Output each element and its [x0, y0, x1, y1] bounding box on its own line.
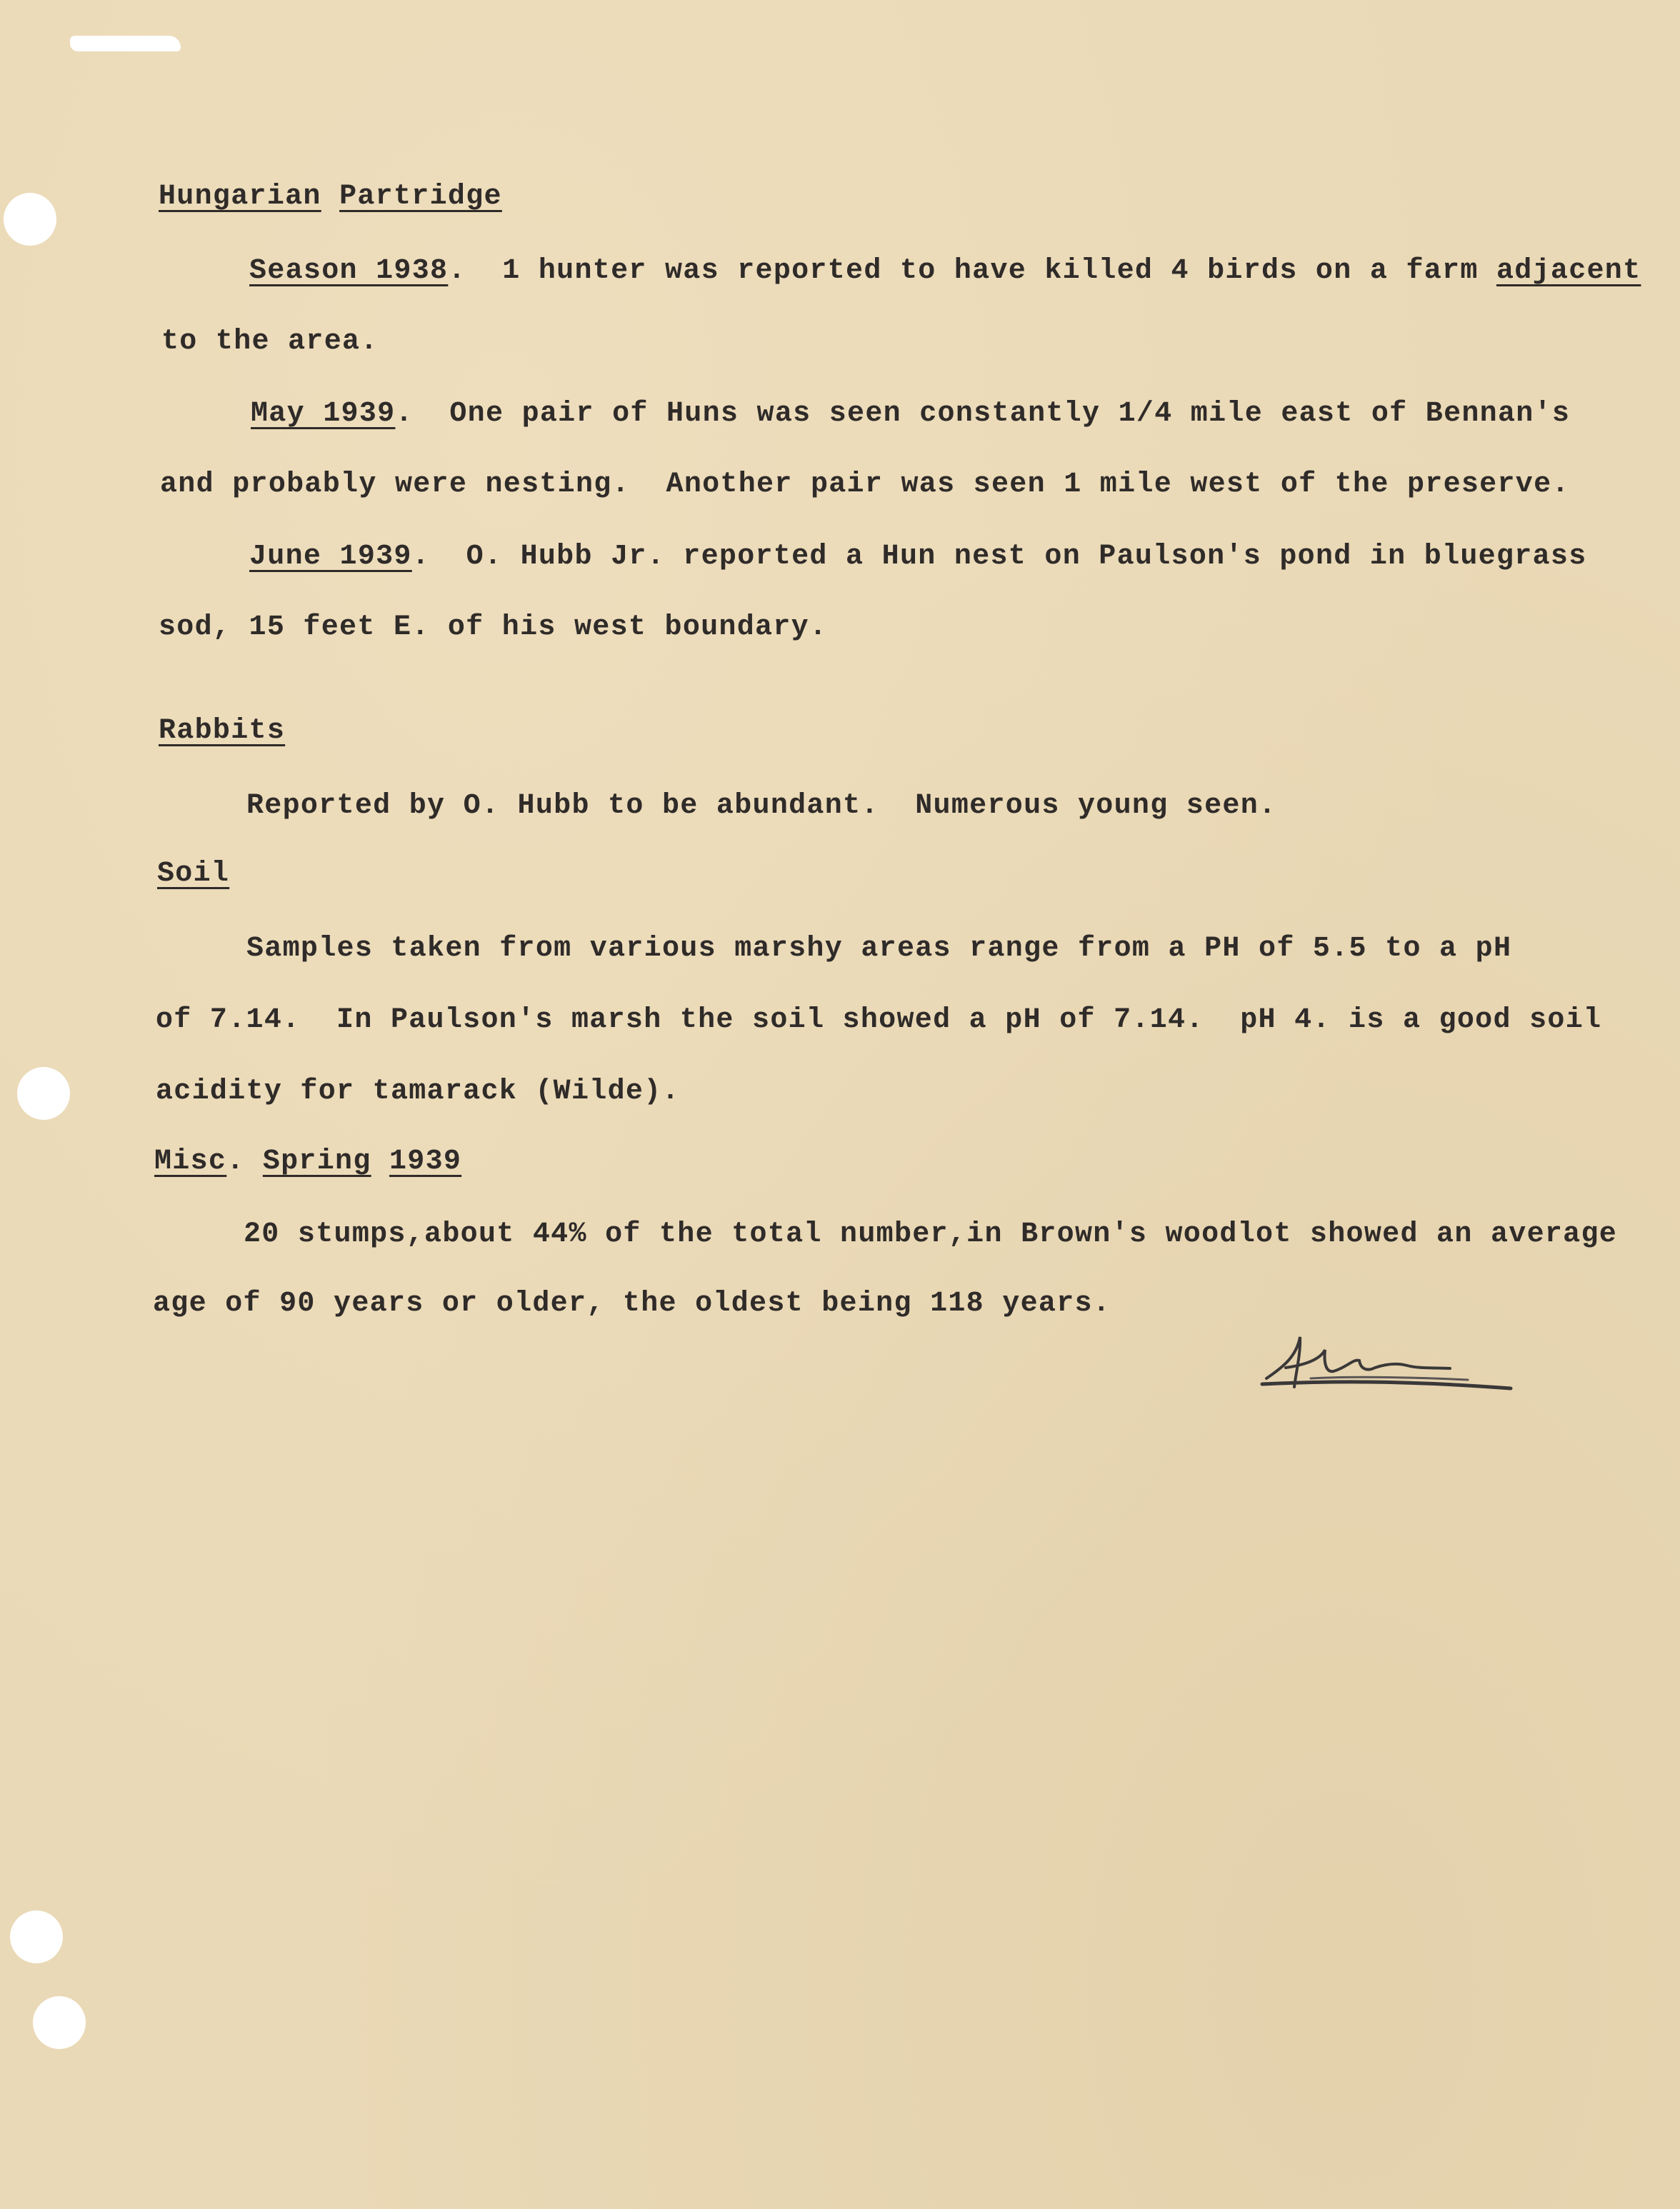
paragraph-may-1939: May 1939. One pair of Huns was seen constantly 1/4 mile east of Bennan's	[251, 398, 1571, 430]
label-season-1938: Season 1938	[249, 255, 449, 287]
heading-rabbits: Rabbits	[159, 715, 286, 747]
signature	[1254, 1328, 1518, 1407]
paragraph-misc-line1: 20 stumps,about 44% of the total number,in Brown's woodlot showed an average	[244, 1218, 1618, 1251]
punch-hole-top	[4, 193, 56, 246]
paragraph-misc-line2: age of 90 years or older, the oldest being 118 years.	[153, 1288, 1111, 1320]
paragraph-soil-line2: of 7.14. In Paulson's marsh the soil showed a pH of 7.14. pH 4. is a good soil	[156, 1004, 1602, 1036]
punch-hole-lower	[10, 1910, 63, 1963]
heading-hungarian-partridge: Hungarian Partridge	[159, 181, 502, 213]
heading-misc-spring-1939: Misc. Spring 1939	[154, 1146, 462, 1178]
tape-residue	[70, 36, 181, 51]
paragraph-may-1939-cont: and probably were nesting. Another pair was seen 1 mile west of the preserve.	[160, 469, 1570, 501]
paragraph-soil-line3: acidity for tamarack (Wilde).	[156, 1076, 680, 1108]
paragraph-soil-line1: Samples taken from various marshy areas range from a PH of 5.5 to a pH	[246, 933, 1512, 965]
label-may-1939: May 1939	[251, 398, 396, 430]
punch-hole-middle	[17, 1067, 70, 1120]
punch-hole-bottom	[33, 1996, 86, 2049]
paragraph-season-1938: Season 1938. 1 hunter was reported to have killed 4 birds on a farm adjacent	[249, 255, 1641, 287]
paragraph-season-1938-cont: to the area.	[161, 326, 379, 358]
label-june-1939: June 1939	[249, 541, 412, 573]
heading-soil: Soil	[157, 858, 230, 890]
paragraph-june-1939-cont: sod, 15 feet E. of his west boundary.	[159, 611, 828, 643]
paragraph-rabbits: Reported by O. Hubb to be abundant. Numerous young seen.	[246, 790, 1277, 822]
paragraph-june-1939: June 1939. O. Hubb Jr. reported a Hun nest on Paulson's pond in bluegrass	[249, 541, 1587, 573]
